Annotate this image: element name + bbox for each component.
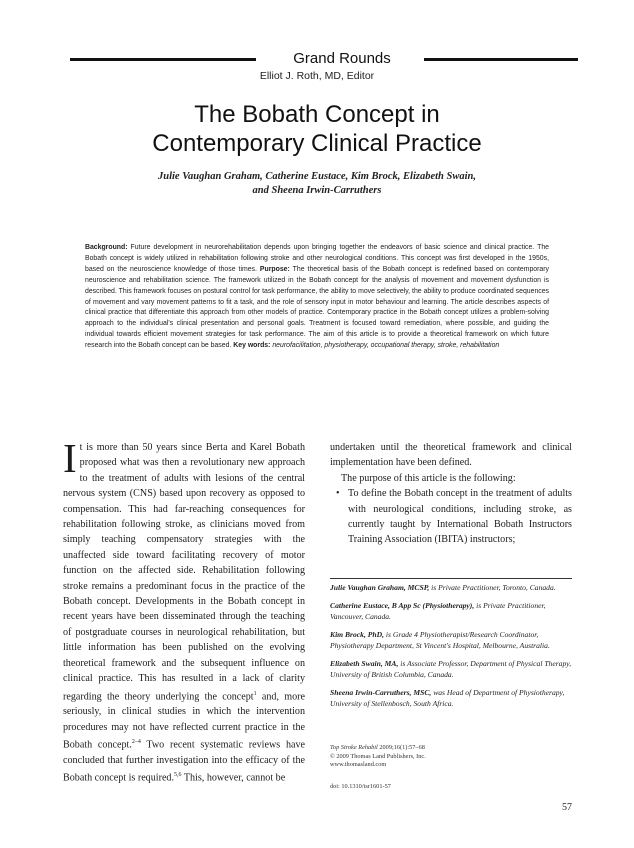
affiliation-name: Sheena Irwin-Carruthers, MSC, (330, 688, 432, 697)
section-editor: Elliot J. Roth, MD, Editor (259, 70, 375, 82)
abstract-purpose-label: Purpose: (259, 265, 290, 273)
author-affiliations (330, 582, 572, 716)
journal-name: Top Stroke Rehabil (330, 744, 378, 751)
publication-info (330, 744, 572, 791)
abstract-background-label: Background: (85, 244, 128, 251)
citation-details: 2009;16(1):57–68 (377, 744, 425, 751)
purpose-list (330, 486, 572, 548)
journal-citation (330, 744, 572, 753)
affiliation-item (330, 687, 572, 709)
affiliation-item (330, 629, 572, 651)
body-column-left (63, 435, 306, 786)
reference-marker: 5,6 (174, 772, 182, 779)
header-rule-left (70, 58, 256, 61)
intro-text-cont: and, more seriously, in clinical studies in which the intervention procedures may not have reflected current practice in the Bobath concept. (63, 690, 305, 751)
drop-cap: I (63, 435, 77, 481)
affiliation-item (330, 600, 572, 622)
copyright-notice: © 2009 Thomas Land Publishers, Inc. (330, 752, 426, 760)
author-list-line1: Julie Vaughan Graham, Catherine Eustace, Kim Brock, Elizabeth Swain, (158, 171, 476, 182)
affiliations-divider (330, 578, 572, 579)
body-column-right (330, 440, 572, 548)
affiliation-desc: is Grade 4 Physiotherapist/Research Coordinator, Physiotherapy Department, St Vincent's Hospital, Melbourne, Australia. (330, 630, 550, 650)
section-title: Grand Rounds (293, 50, 391, 67)
purpose-list-item: • To define the Bobath concept in the treatment of adults with neurological conditions, including stroke, as currently taught by International Bobath Instructors Training Association (IBITA) instructors; (342, 486, 572, 548)
affiliation-name: Catherine Eustace, B App Sc (Physiotherapy), (330, 601, 475, 610)
purpose-paragraph: The purpose of this article is the following: (341, 472, 516, 484)
section-header (70, 50, 578, 70)
reference-marker: 1 (253, 690, 257, 697)
publisher-website[interactable]: www.thomasland.com (330, 761, 387, 768)
author-list (0, 170, 634, 198)
affiliation-name: Kim Brock, PhD, (330, 630, 385, 639)
intro-text-cont3: This, however, cannot be (181, 772, 286, 784)
body-paragraph: undertaken until the theoretical framework and clinical implementation have been defined. (330, 442, 572, 469)
header-rule-right (424, 58, 578, 61)
affiliation-desc: is Private Practitioner, Vancouver, Canada. (330, 601, 546, 621)
article-title-line2: Contemporary Clinical Practice (152, 130, 482, 157)
article-title (0, 100, 634, 158)
affiliation-item (330, 658, 572, 680)
article-title-line1: The Bobath Concept in (194, 101, 440, 128)
affiliation-desc: was Head of Department of Physiotherapy, University of Stellenbosch, South Africa. (330, 688, 565, 708)
abstract-keywords-label: Key words: (233, 342, 271, 350)
affiliation-item (330, 582, 572, 593)
affiliation-name: Julie Vaughan Graham, MCSP, (330, 583, 430, 592)
author-list-line2: and Sheena Irwin-Carruthers (252, 185, 382, 196)
abstract-keywords-text: neurofacilitation, physiotherapy, occupational therapy, stroke, rehabilitation (272, 342, 500, 350)
doi: doi: 10.1310/tsr1601-57 (330, 782, 391, 790)
reference-marker: 2–4 (131, 739, 141, 746)
abstract-purpose-text: The theoretical basis of the Bobath concept is redefined based on contemporary neuroscience and rehabilitation science. The framework utilized in the Bobath concept for the analysis of movement and movement dysfunction is described. This framework focuses on postural control for task performance, the ability to move selectively, the ability to produce coordinated sequences of movement and vary movement patterns to fit a task, and the role of sensory input in motor behaviour and learning. The article describes aspects of clinical practice that differentiate this approach from other models of practice. Contemporary practice in the Bobath concept utilizes a problem-solving approach to the individual's clinical presentation and personal goals. Treatment is focused toward remediation, where possible, and guiding the individual towards efficient movement strategies for task performance. The aim of this article is to provide a theoretical framework on which future research into the Bobath concept can be based. (85, 265, 549, 350)
affiliation-desc: is Associate Professor, Department of Physical Therapy, University of British Columbia, Canada. (330, 659, 572, 679)
intro-text: t is more than 50 years since Berta and Karel Bobath proposed what was then a revolutionary new approach to the treatment of adults with lesions of the central nervous system (CNS) based upon recovery as opposed to compensation. This had far-reaching consequences for rehabilitation following stroke, as clinicians moved from simply teaching compensatory strategies with the unaffected side toward facilitating recovery of motor function on the affected side. Rehabilitation following stroke remains a predominant focus in the practice of the Bobath concept. Developments in the Bobath concept in recent years have been disseminated through the teaching of postgraduate courses in neurological rehabilitation, but little information has been published on the evolving theoretical framework and the subsequent influence on clinical practice. This has resulted in a lack of clarity regarding the theory underlying the concept (63, 442, 305, 702)
page-number: 57 (562, 802, 572, 813)
abstract (85, 243, 549, 352)
abstract-background-text: Future development in neurorehabilitation depends upon bringing together the endeavors of basic science and clinical practice. The Bobath concept is widely utilized in rehabilitation following stroke and other neurological conditions. This concept was first developed in the 1950s, based on the neuroscience knowledge of those times. (85, 244, 549, 273)
intro-paragraph (63, 435, 306, 786)
intro-text-cont2: Two recent systematic reviews have concluded that further investigation into the efficacy of the Bobath concept is required. (63, 739, 306, 784)
affiliation-name: Elizabeth Swain, MA, (330, 659, 399, 668)
affiliation-desc: is Private Practitioner, Toronto, Canada. (429, 583, 556, 592)
